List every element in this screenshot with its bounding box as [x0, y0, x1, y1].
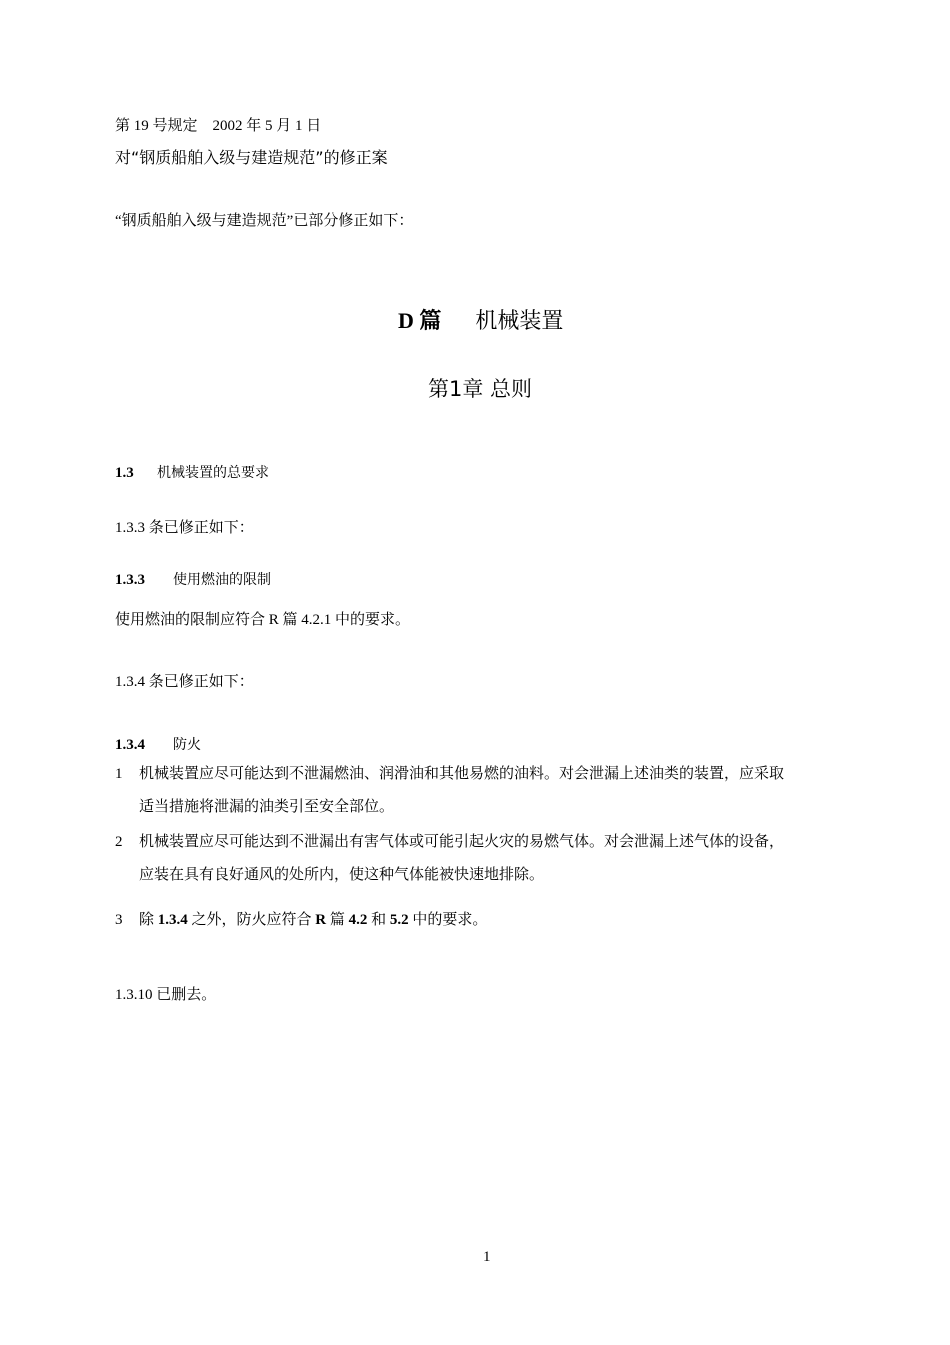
section-text-1-3-3: 使用燃油的限制应符合 R 篇 4.2.1 中的要求。	[115, 612, 411, 628]
chapter-title: 第1章 总则	[428, 377, 533, 401]
deletion-note-1-3-10: 1.3.10 已删去。	[115, 987, 217, 1003]
amendment-note-1-3-3: 1.3.3 条已修正如下：	[115, 520, 254, 536]
intro-text: “钢质船舶入级与建造规范”已部分修正如下：	[115, 213, 414, 229]
list-item-2-continuation: 应装在具有良好通风的处所内，使这种气体能被快速地排除。	[139, 867, 545, 883]
ref-section: 1.3.4	[157, 912, 188, 928]
part-label: D 篇	[398, 308, 442, 333]
list-item-1-continuation: 适当措施将泄漏的油类引至安全部位。	[139, 799, 395, 815]
section-title: 机械装置的总要求	[157, 465, 269, 481]
item-number: 1	[115, 766, 123, 782]
item-text: 篇	[326, 912, 349, 928]
ref-clause: 5.2	[389, 912, 409, 928]
section-heading-1-3-4	[115, 734, 201, 754]
part-title	[398, 304, 563, 335]
ref-clause: 4.2	[348, 912, 368, 928]
amendment-title: 对“钢质船舶入级与建造规范”的修正案	[115, 148, 388, 167]
item-number: 3	[115, 912, 123, 928]
section-title: 防火	[173, 737, 201, 753]
section-number: 1.3.4	[115, 737, 145, 753]
list-item-1	[115, 762, 784, 783]
amendment-note-1-3-4: 1.3.4 条已修正如下：	[115, 674, 254, 690]
ref-part: R	[315, 912, 327, 928]
item-text-line: 机械装置应尽可能达到不泄漏出有害气体或可能引起火灾的易燃气体。对会泄漏上述气体的设备，	[139, 834, 785, 850]
section-heading-1-3	[115, 462, 269, 482]
item-text: 之外，防火应符合	[187, 912, 316, 928]
list-item-2	[115, 830, 784, 851]
section-heading-1-3-3	[115, 569, 271, 589]
section-number: 1.3	[115, 465, 134, 481]
section-number: 1.3.3	[115, 572, 145, 588]
list-item-3	[115, 908, 487, 929]
section-title: 使用燃油的限制	[173, 572, 271, 588]
item-text: 除	[139, 912, 158, 928]
item-text: 和	[367, 912, 390, 928]
regulation-note: 第 19 号规定 2002 年 5 月 1 日	[115, 118, 322, 134]
part-name: 机械装置	[475, 309, 564, 334]
item-text-line: 机械装置应尽可能达到不泄漏燃油、润滑油和其他易燃的油料。对会泄漏上述油类的装置，应采取	[139, 766, 785, 782]
item-number: 2	[115, 834, 123, 850]
item-text: 中的要求。	[408, 912, 488, 928]
page-number: 1	[483, 1249, 491, 1265]
